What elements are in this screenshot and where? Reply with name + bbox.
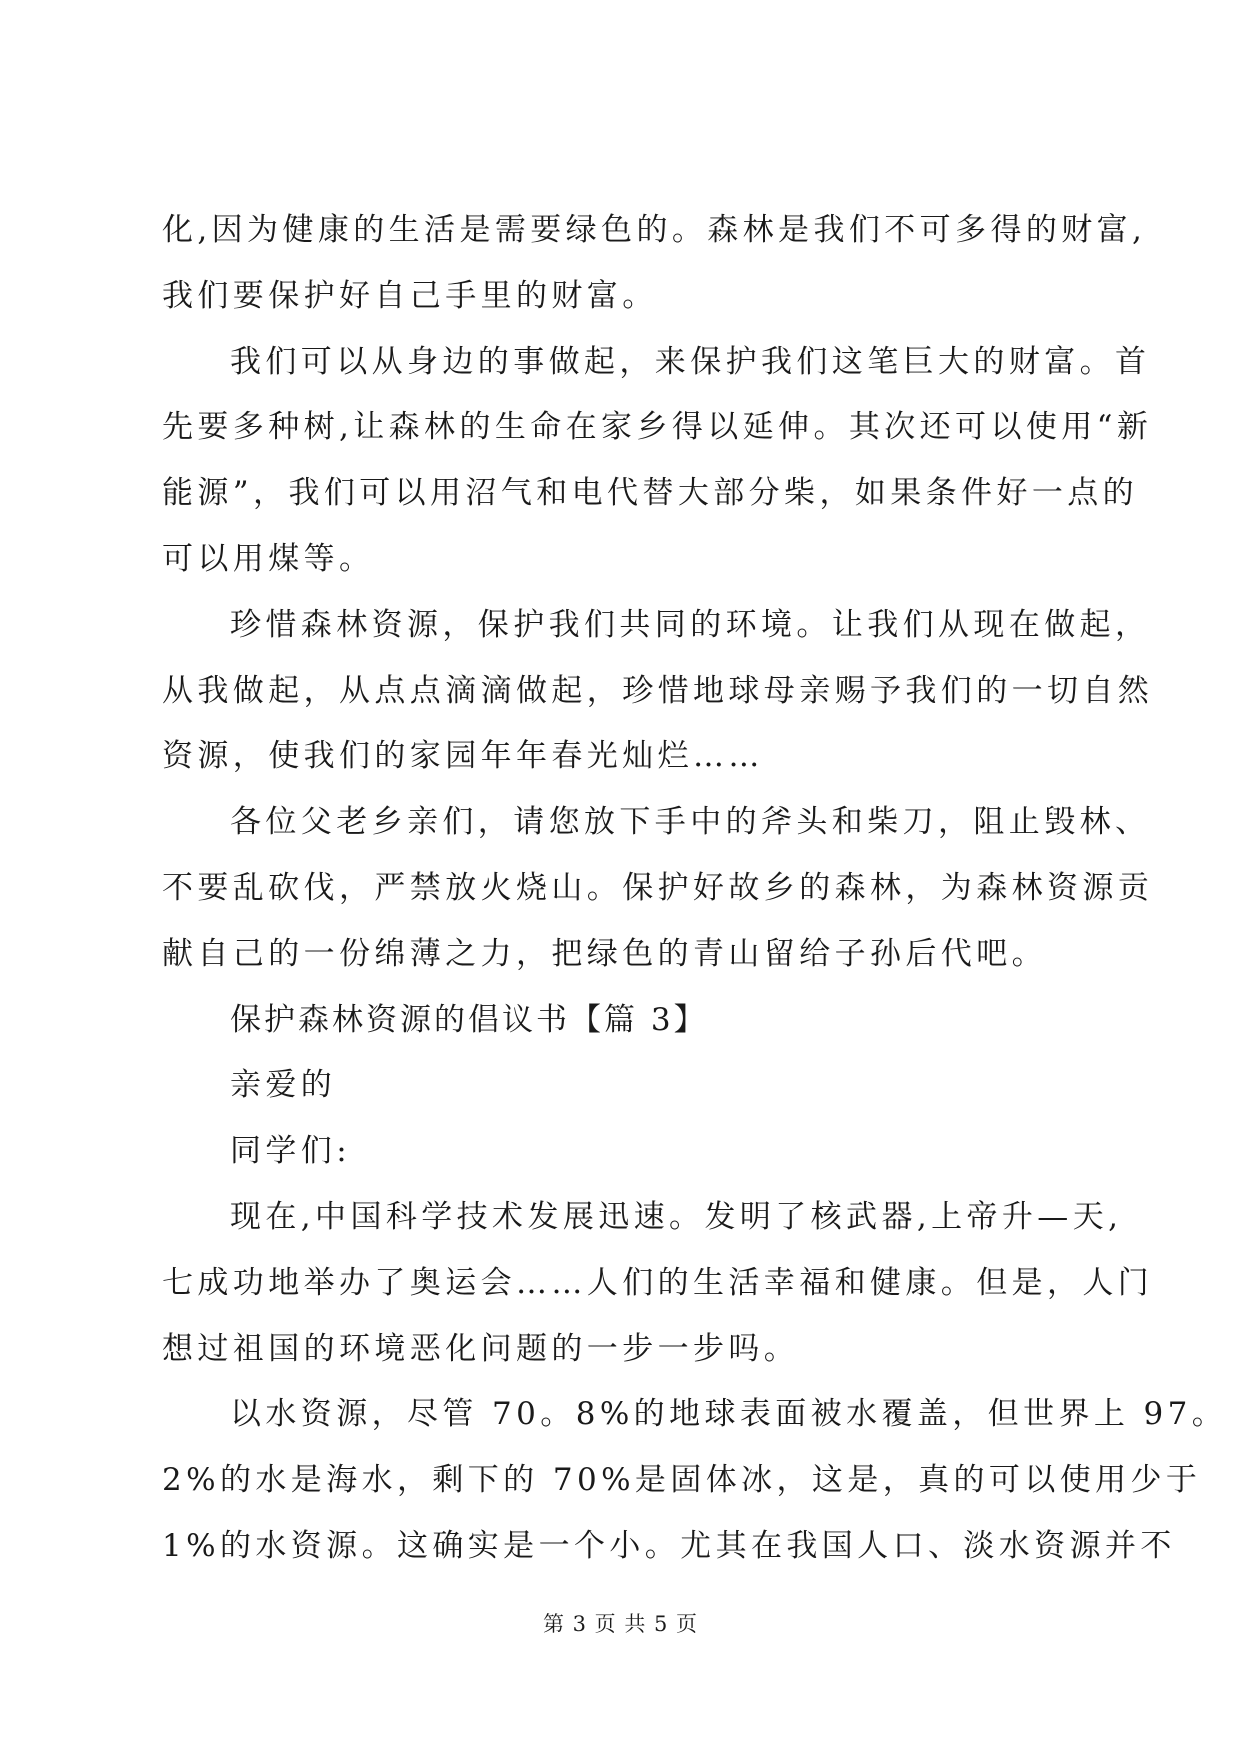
text-line: 我们要保护好自己手里的财富。 (162, 277, 658, 314)
text-line: 不要乱砍伐，严禁放火烧山。保护好故乡的森林，为森林资源贡 (162, 869, 1154, 906)
text-line: 资源，使我们的家园年年春光灿烂…… (162, 738, 764, 775)
text-line: 2%的水是海水，剩下的 70%是固体冰，这是，真的可以使用少于 (162, 1462, 1202, 1499)
text-line: 献自己的一份绵薄之力，把绿色的青山留给子孙后代吧。 (162, 935, 1047, 972)
page-number-footer: 第 3 页 共 5 页 (542, 1612, 699, 1636)
text-line: 化,因为健康的生活是需要绿色的。森林是我们不可多得的财富, (162, 212, 1147, 248)
text-line: 先要多种树,让森林的生命在家乡得以延伸。其次还可以使用“新 (162, 409, 1153, 446)
salutation-line: 同学们: (230, 1133, 352, 1170)
text-line: 从我做起，从点点滴滴做起，珍惜地球母亲赐予我们的一切自然 (162, 672, 1154, 709)
salutation-line: 亲爱的 (230, 1067, 337, 1104)
document-body (162, 198, 1228, 1580)
text-line: 想过祖国的环境恶化问题的一步一步吗。 (162, 1330, 800, 1367)
text-line: 1%的水资源。这确实是一个小。尤其在我国人口、淡水资源并不 (162, 1527, 1176, 1564)
text-line: 可以用煤等。 (162, 540, 375, 577)
text-line: 各位父老乡亲们，请您放下手中的斧头和柴刀，阻止毁林、 (230, 804, 1151, 841)
text-line: 现在,中国科学技术发展迅速。发明了核武器,上帝升—天, (230, 1198, 1123, 1235)
text-line: 以水资源，尽管 70。8%的地球表面被水覆盖，但世界上 97。 (230, 1396, 1228, 1433)
text-line: 我们可以从身边的事做起，来保护我们这笔巨大的财富。首 (230, 343, 1151, 380)
text-line: 珍惜森林资源，保护我们共同的环境。让我们从现在做起， (230, 606, 1151, 643)
section-heading: 保护森林资源的倡议书【篇 3】 (230, 1001, 708, 1038)
text-line: 七成功地举办了奥运会……人们的生活幸福和健康。但是，人门 (162, 1264, 1154, 1301)
text-line: 能源”，我们可以用沼气和电代替大部分柴，如果条件好一点的 (162, 475, 1139, 512)
